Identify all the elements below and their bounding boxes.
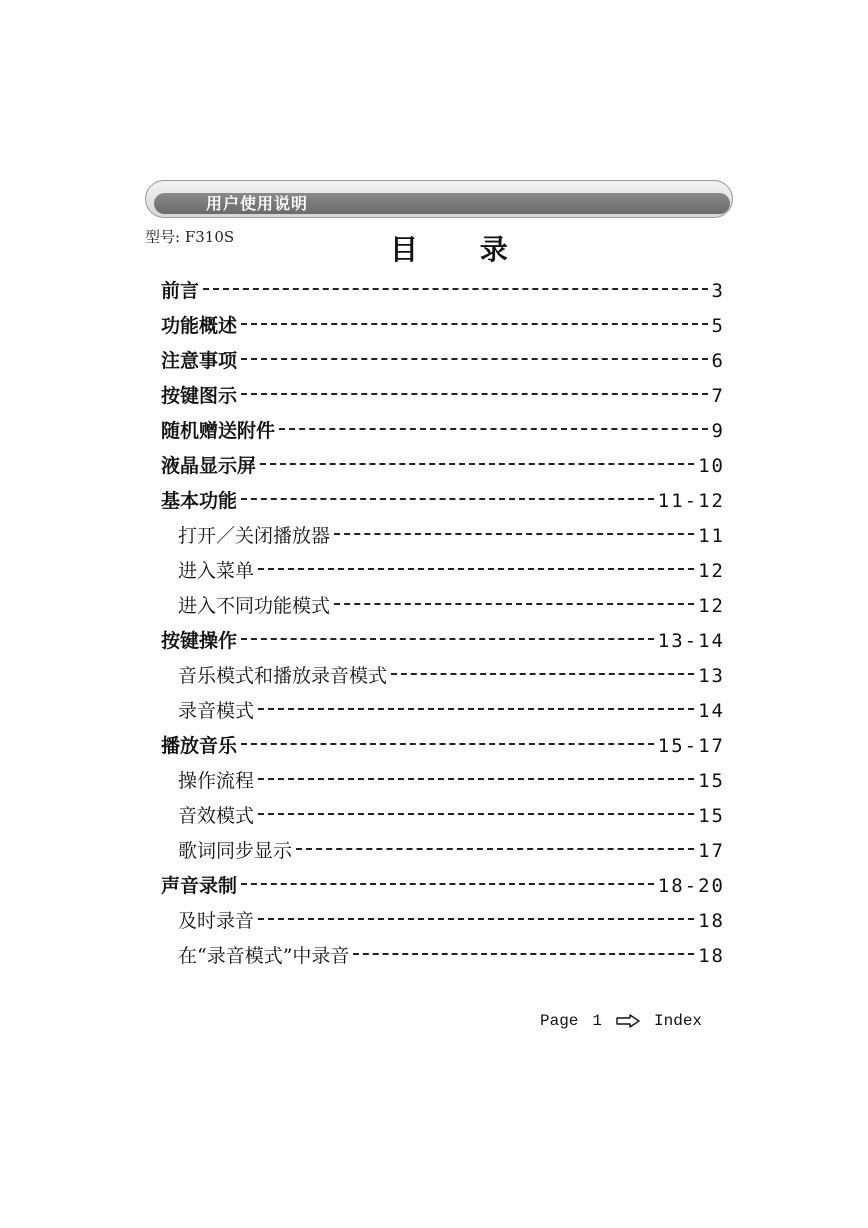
toc-entry-label: 音乐模式和播放录音模式 <box>178 665 388 687</box>
toc-leader <box>260 463 694 465</box>
toc-entry-page: 3 <box>711 280 725 302</box>
toc-leader <box>334 533 694 535</box>
toc-entry[interactable] <box>161 311 725 341</box>
toc-entry-page: 9 <box>711 420 725 442</box>
toc-leader <box>258 568 694 570</box>
index-link[interactable]: Index <box>654 1012 703 1030</box>
toc-entry-label: 打开／关闭播放器 <box>178 525 331 547</box>
toc-leader <box>279 428 708 430</box>
toc-entry[interactable] <box>161 626 725 656</box>
toc-entry-label: 按键图示 <box>161 385 238 407</box>
toc-entry-label: 播放音乐 <box>161 735 238 757</box>
toc-entry[interactable] <box>178 556 725 586</box>
toc-entry-page: 18 <box>698 910 725 932</box>
toc-leader <box>241 883 654 885</box>
toc-leader <box>241 393 708 395</box>
toc-entry[interactable] <box>178 906 725 936</box>
header-banner <box>145 180 733 218</box>
toc-entry[interactable] <box>178 941 725 971</box>
toc-entry[interactable] <box>178 521 725 551</box>
toc-entry-label: 在“录音模式”中录音 <box>178 945 350 967</box>
toc-leader <box>391 673 694 675</box>
toc-leader <box>241 743 654 745</box>
toc-leader <box>241 498 654 500</box>
toc-leader <box>258 813 694 815</box>
toc-entry-page: 11-12 <box>657 490 725 512</box>
toc-entry[interactable] <box>161 451 725 481</box>
toc-entry-page: 18 <box>698 945 725 967</box>
toc-entry-page: 14 <box>698 700 725 722</box>
toc-leader <box>258 778 694 780</box>
toc-entry[interactable] <box>178 801 725 831</box>
toc-entry-page: 6 <box>711 350 725 372</box>
footer-nav <box>540 1012 716 1030</box>
toc-leader <box>258 918 694 920</box>
toc-entry[interactable] <box>161 276 725 306</box>
toc-entry[interactable] <box>178 836 725 866</box>
toc-leader <box>353 953 694 955</box>
toc-entry-label: 歌词同步显示 <box>178 840 293 862</box>
toc-entry-page: 15-17 <box>657 735 725 757</box>
toc-leader <box>296 848 694 850</box>
toc-entry[interactable] <box>178 591 725 621</box>
toc-entry[interactable] <box>161 381 725 411</box>
toc-entry[interactable] <box>161 486 725 516</box>
toc-entry-page: 10 <box>698 455 725 477</box>
toc-entry-page: 12 <box>698 595 725 617</box>
toc-entry-label: 声音录制 <box>161 875 238 897</box>
toc-entry[interactable] <box>161 416 725 446</box>
toc-entry-label: 注意事项 <box>161 350 238 372</box>
page-number: 1 <box>592 1012 603 1030</box>
toc-entry-page: 15 <box>698 770 725 792</box>
toc-entry[interactable] <box>178 696 725 726</box>
banner-title: 用户使用说明 <box>206 194 309 213</box>
page-label: Page <box>540 1012 579 1030</box>
toc-entry-page: 18-20 <box>657 875 725 897</box>
toc-entry-label: 基本功能 <box>161 490 238 512</box>
toc-entry-label: 前言 <box>161 280 200 302</box>
toc-entry-label: 操作流程 <box>178 770 255 792</box>
toc-entry-page: 13 <box>698 665 725 687</box>
toc-entry-label: 录音模式 <box>178 700 255 722</box>
toc-entry-page: 12 <box>698 560 725 582</box>
toc-entry-label: 液晶显示屏 <box>161 455 257 477</box>
toc-entry-label: 进入菜单 <box>178 560 255 582</box>
toc-entry-label: 音效模式 <box>178 805 255 827</box>
toc-entry-label: 及时录音 <box>178 910 255 932</box>
toc-leader <box>241 358 708 360</box>
toc-leader <box>203 288 708 290</box>
toc-entry-page: 5 <box>711 315 725 337</box>
toc-entry-label: 按键操作 <box>161 630 238 652</box>
toc-leader <box>241 323 708 325</box>
toc-entry[interactable] <box>161 871 725 901</box>
toc-leader <box>241 638 654 640</box>
toc-leader <box>258 708 694 710</box>
toc-entry-label: 功能概述 <box>161 315 238 337</box>
toc-entry[interactable] <box>161 731 725 761</box>
toc-leader <box>334 603 694 605</box>
toc-entry[interactable] <box>161 346 725 376</box>
toc-entry[interactable] <box>178 766 725 796</box>
arrow-right-outline-icon[interactable] <box>616 1014 640 1028</box>
toc-entry-page: 11 <box>698 525 725 547</box>
toc-entry-label: 进入不同功能模式 <box>178 595 331 617</box>
toc-entry-page: 15 <box>698 805 725 827</box>
page-title: 目 录 <box>390 233 534 266</box>
toc-entry-page: 17 <box>698 840 725 862</box>
banner-bar <box>154 193 730 214</box>
toc-entry-page: 7 <box>711 385 725 407</box>
toc-entry[interactable] <box>178 661 725 691</box>
model-label: 型号: F310S <box>145 228 235 246</box>
toc-entry-page: 13-14 <box>657 630 725 652</box>
toc-entry-label: 随机赠送附件 <box>161 420 276 442</box>
